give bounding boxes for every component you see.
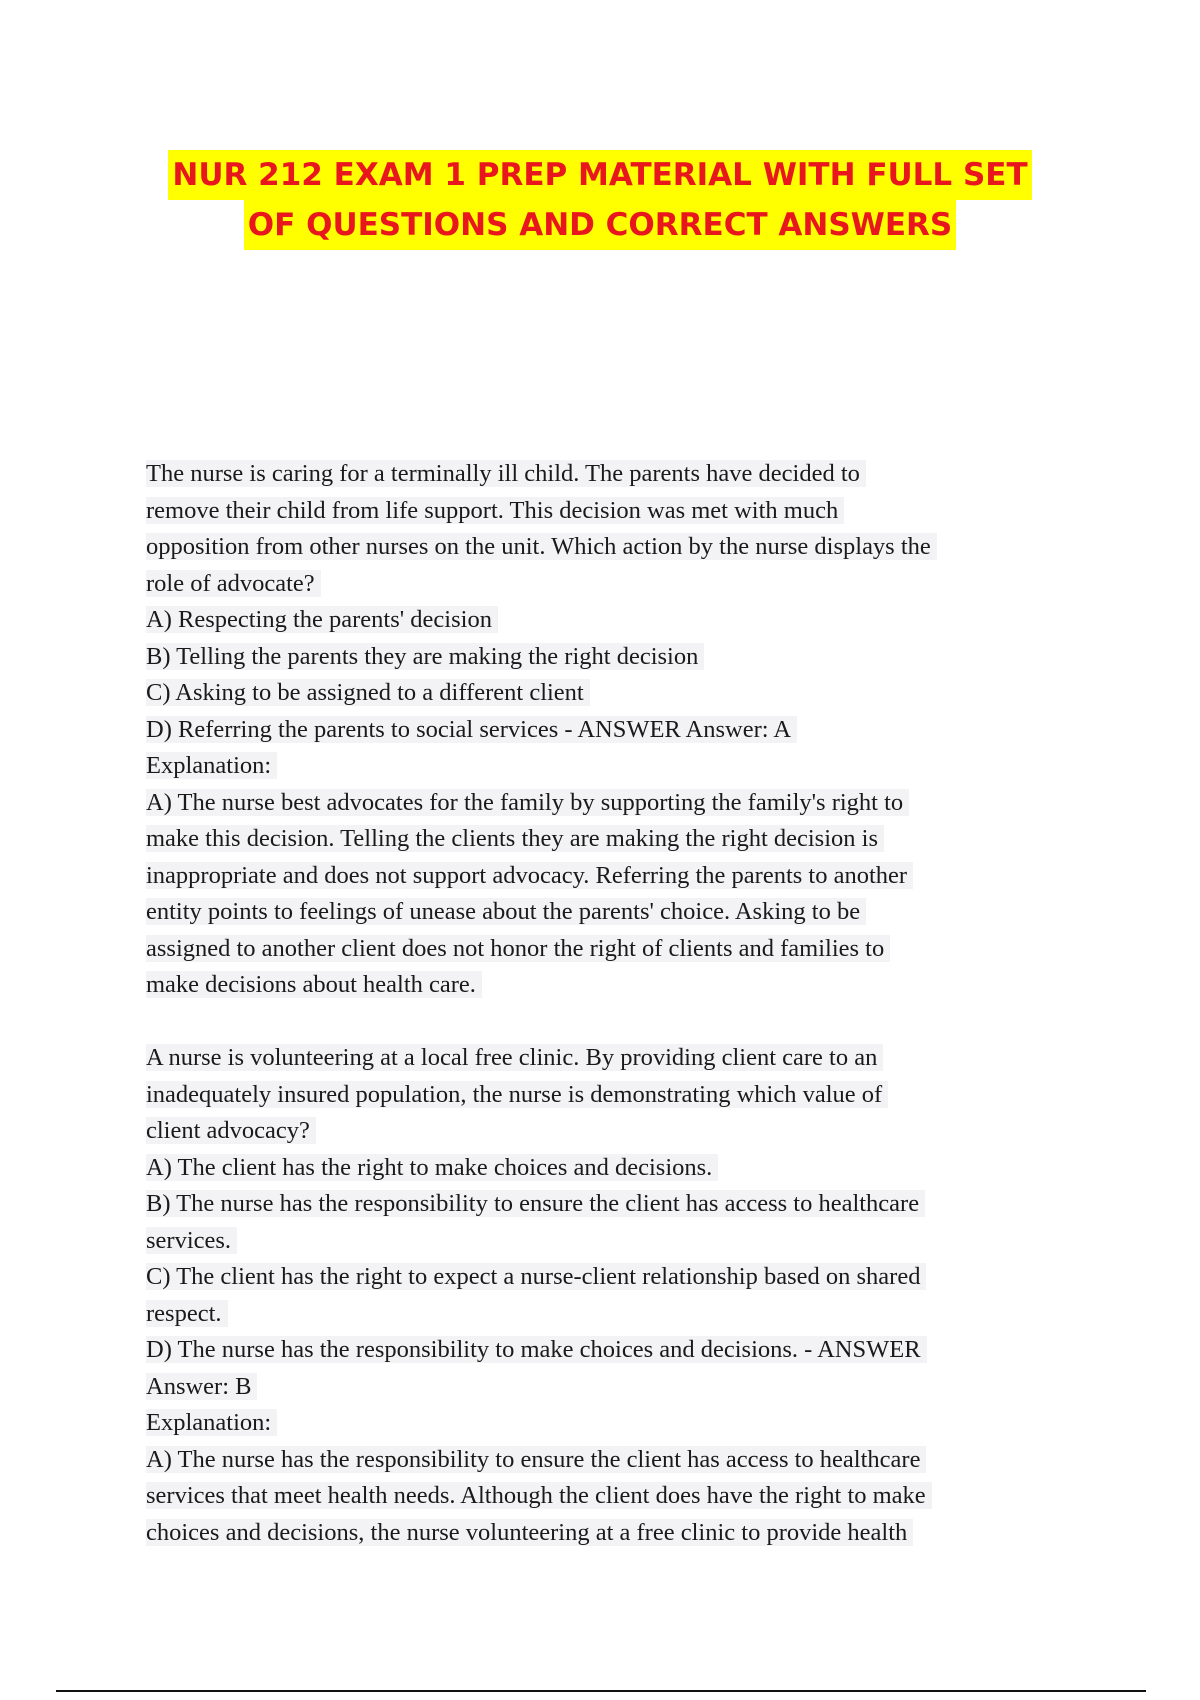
q2-stem-line: inadequately insured population, the nurse is demonstrating which value of — [146, 1077, 1066, 1114]
q2-explanation-line: choices and decisions, the nurse volunteering at a free clinic to provide health — [146, 1515, 1066, 1552]
q1-explanation-line: entity points to feelings of unease about the parents' choice. Asking to be — [146, 894, 1066, 931]
q2-stem-line: A nurse is volunteering at a local free clinic. By providing client care to an — [146, 1040, 1066, 1077]
q1-option-d-answer: D) Referring the parents to social services - ANSWER Answer: A — [146, 712, 1066, 749]
q1-option-a: A) Respecting the parents' decision — [146, 602, 1066, 639]
paragraph-spacer — [146, 1004, 1066, 1041]
q1-option-c: C) Asking to be assigned to a different client — [146, 675, 1066, 712]
q2-answer: Answer: B — [146, 1369, 1066, 1406]
q2-option-c: C) The client has the right to expect a nurse-client relationship based on shared — [146, 1259, 1066, 1296]
title-line-1: NUR 212 EXAM 1 PREP MATERIAL WITH FULL SET — [168, 150, 1031, 200]
page-bottom-rule — [56, 1690, 1146, 1692]
document-title — [0, 150, 1200, 250]
q1-stem-line: remove their child from life support. This decision was met with much — [146, 493, 1066, 530]
title-line-2: OF QUESTIONS AND CORRECT ANSWERS — [244, 200, 956, 250]
q2-option-d: D) The nurse has the responsibility to make choices and decisions. - ANSWER — [146, 1332, 1066, 1369]
q2-option-b-cont: services. — [146, 1223, 1066, 1260]
q1-option-b: B) Telling the parents they are making the right decision — [146, 639, 1066, 676]
q2-option-c-cont: respect. — [146, 1296, 1066, 1333]
q1-explanation-line: inappropriate and does not support advocacy. Referring the parents to another — [146, 858, 1066, 895]
q2-stem-line: client advocacy? — [146, 1113, 1066, 1150]
question-1 — [146, 456, 1066, 1004]
q2-explanation-label: Explanation: — [146, 1405, 1066, 1442]
q1-explanation-label: Explanation: — [146, 748, 1066, 785]
q1-explanation-line: make decisions about health care. — [146, 967, 1066, 1004]
q1-stem-line: The nurse is caring for a terminally ill child. The parents have decided to — [146, 456, 1066, 493]
document-body — [146, 456, 1066, 1551]
q2-option-a: A) The client has the right to make choices and decisions. — [146, 1150, 1066, 1187]
q1-stem-line: opposition from other nurses on the unit. Which action by the nurse displays the — [146, 529, 1066, 566]
q1-explanation-line: A) The nurse best advocates for the family by supporting the family's right to — [146, 785, 1066, 822]
q1-explanation-line: assigned to another client does not honor the right of clients and families to — [146, 931, 1066, 968]
q1-explanation-line: make this decision. Telling the clients they are making the right decision is — [146, 821, 1066, 858]
question-2 — [146, 1040, 1066, 1551]
q2-explanation-line: services that meet health needs. Although the client does have the right to make — [146, 1478, 1066, 1515]
q2-explanation-line: A) The nurse has the responsibility to ensure the client has access to healthcare — [146, 1442, 1066, 1479]
q1-stem-line: role of advocate? — [146, 566, 1066, 603]
q2-option-b: B) The nurse has the responsibility to ensure the client has access to healthcare — [146, 1186, 1066, 1223]
